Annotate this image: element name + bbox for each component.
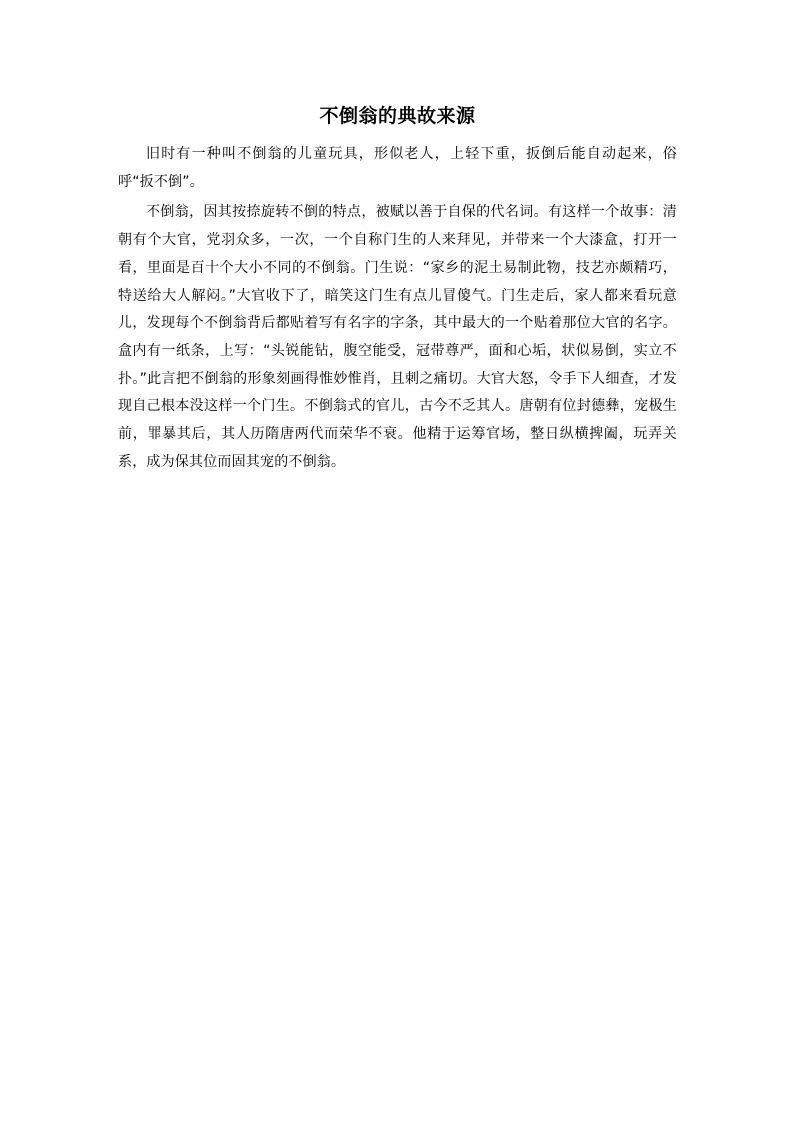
paragraph-intro: 旧时有一种叫不倒翁的儿童玩具，形似老人，上轻下重，扳倒后能自动起来，俗呼“扳不倒”。 xyxy=(118,146,677,190)
document-body xyxy=(118,102,677,476)
document-title: 不倒翁的典故来源 xyxy=(319,105,476,127)
paragraph-story: 不倒翁，因其按捺旋转不倒的特点，被赋以善于自保的代名词。有这样一个故事：清朝有个大官，党羽众多，一次，一个自称门生的人来拜见，并带来一个大漆盒，打开一看，里面是百十个大小不同的不倒翁。门生说：“家乡的泥土易制此物，技艺亦颇精巧，特送给大人解闷。”大官收下了，暗笑这门生有点儿冒傻气。门生走后，家人都来看玩意儿，发现每个不倒翁背后都贴着写有名字的字条，其中最大的一个贴着那位大官的名字。盒内有一纸条，上写：“头锐能钻，腹空能受，冠带尊严，面和心垢，状似易倒，实立不扑。”此言把不倒翁的形象刻画得惟妙惟肖，且刺之痛切。大官大怒，令手下人细查，才发现自己根本没这样一个门生。不倒翁式的官儿，古今不乏其人。唐朝有位封德彝，宠极生前，罪暴其后，其人历隋唐两代而荣华不衰。他精于运筹官场，整日纵横捭阖，玩弄关系，成为保其位而固其宠的不倒翁。 xyxy=(118,204,677,470)
